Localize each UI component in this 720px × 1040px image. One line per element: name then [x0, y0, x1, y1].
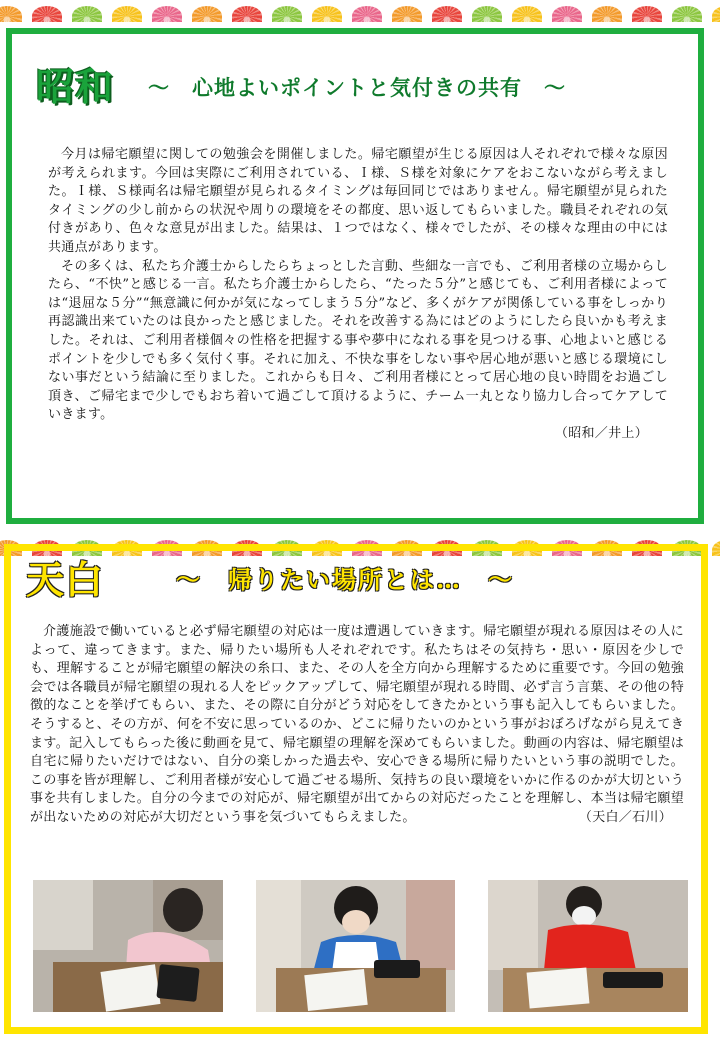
flower-decoration [232, 6, 262, 22]
flower-decoration [512, 6, 542, 22]
tenpaku-subtitle: ～ 帰りたい場所とは… ～ [176, 565, 515, 594]
flower-decoration [632, 6, 662, 22]
showa-heading [36, 64, 567, 109]
flower-decoration [712, 6, 720, 22]
tenpaku-paragraph-text: 介護施設で働いていると必ず帰宅願望の対応は一度は遭遇していきます。帰宅願望が現れる原因はその人によって、違ってきます。また、帰りたい場所も人それぞれです。私たちはその気持ち・思い・原因を少しでも、理解することが帰宅願望の解決の糸口、また、その人を全方向から理解するために重要です。今回の勉強会では各職員が帰宅願望の現れる人をピックアップして、帰宅願望が現れる時間、必ず言う言葉、その他の特徴的なことを挙げてもらい、また、その際に自分がどう対応をしてきたかという事も記入してもらいました。そうすると、その方が、何を不安に思っているのか、どこに帰りたいのかという事がおぼろげながら見えてきます。記入してもらった後に動画を見て、帰宅願望の理解を深めてもらいました。動画の内容は、帰宅願望は自宅に帰りたいだけではない、自分の楽しかった過去や、安心できる場所に帰りたいという事の説明でした。この事を皆が理解し、ご利用者様が安心して過ごせる場所、気持ちの良い環境をいかに作るのかが大切という事を共有しました。自分の今までの対応が、帰宅願望が出てからの対応だったことを理解し、本当は帰宅願望が出ないための対応が大切だという事を気づいてもらえました。 [30, 624, 684, 825]
flower-decoration [672, 6, 702, 22]
flower-decoration [152, 6, 182, 22]
showa-article [48, 146, 668, 444]
tenpaku-byline: （天白／石川） [578, 809, 672, 825]
flower-decoration [112, 6, 142, 22]
flower-decoration [552, 6, 582, 22]
tenpaku-heading [26, 557, 515, 602]
showa-byline: （昭和／井上） [554, 425, 648, 441]
showa-paragraph-2: その多くは、私たち介護士からしたらちょっとした言動、些細な一言でも、ご利用者様の立場からしたら、“不快”と感じる一言。私たち介護士からしたら、“たった５分”と感じても、ご利用者様によっては“退屈な５分”“無意識に何かが気になってしまう５分”など、多くがケアが関係している事をしっかり再認識出来ていたのは良かったと感じました。それを改善する為にはどのようにしたら良いかも考えました。それは、ご利用者様個々の性格を把握する事や夢中になれる事を見つける事、心地よいと感じるポイントを少しでも多く気付く事。それに加え、不快な事をしない事や居心地が悪いと感じる環境にしない事だという結論に至りました。これからも日々、ご利用者様にとって居心地の良い時間をお過ごし頂き、ご帰宅まで少しでもおち着いて過ごして頂けるように、チーム一丸となり協力し合ってケアしていきます。 [48, 258, 668, 423]
showa-subtitle: ～ 心地よいポイントと気付きの共有 ～ [148, 74, 567, 100]
tenpaku-paragraph [30, 623, 684, 828]
tenpaku-article [30, 623, 684, 828]
photo-staff-writing-1 [33, 880, 223, 1012]
showa-paragraph-1: 今月は帰宅願望に関しての勉強会を開催しました。帰宅願望が生じる原因は人それぞれで様々な原因が考えられます。今回は実際にご利用されている、Ｉ様、Ｓ様を対象にケアをおこないながら考えました。Ｉ様、Ｓ様両名は帰宅願望が見られるタイミングは毎回同じではありません。帰宅願望が見られたタイミングの少し前からの状況や周りの環境をその都度、思い返してもらいました。職員それぞれの気付きがあり、色々な意見が出ました。結果は、１つではなく、様々でしたが、その様々な理由の中には共通点があります。 [48, 147, 668, 255]
flower-decoration [712, 540, 720, 556]
flower-decoration [32, 6, 62, 22]
flower-decoration [192, 6, 222, 22]
flower-decoration [392, 6, 422, 22]
flower-decoration [272, 6, 302, 22]
flower-decoration [72, 6, 102, 22]
tenpaku-title: 天白 [26, 557, 105, 602]
flower-decoration [352, 6, 382, 22]
flower-border-top [0, 0, 720, 22]
photo-staff-writing-2 [256, 880, 455, 1012]
flower-decoration [472, 6, 502, 22]
showa-title: 昭和 [36, 64, 115, 109]
photo-staff-writing-3 [488, 880, 688, 1012]
flower-decoration [312, 6, 342, 22]
flower-decoration [432, 6, 462, 22]
flower-decoration [0, 6, 22, 22]
flower-decoration [592, 6, 622, 22]
